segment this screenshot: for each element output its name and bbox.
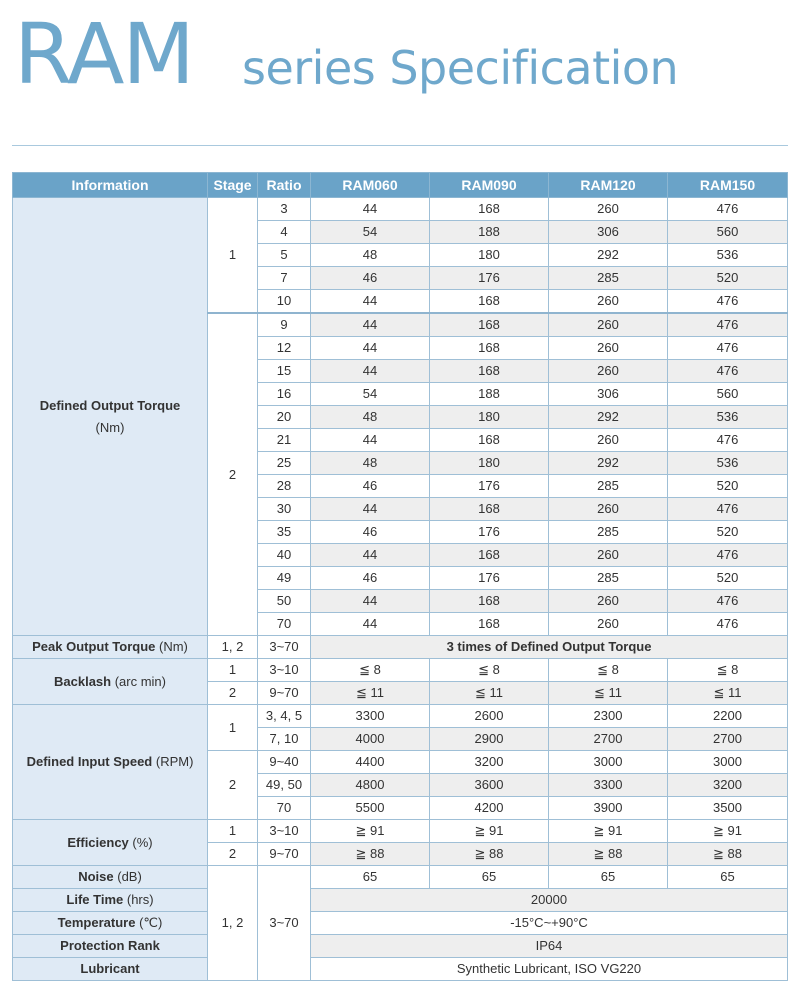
header-ram090: RAM090 [430, 173, 549, 198]
torque-ram090: 176 [430, 267, 549, 290]
temperature-value: -15°C~+90°C [311, 912, 788, 935]
torque-ram150: 536 [668, 452, 788, 475]
torque-ratio: 4 [258, 221, 311, 244]
torque-ram060: 44 [311, 613, 430, 636]
noise-ram150: 65 [668, 866, 788, 889]
speed-ram150: 2200 [668, 705, 788, 728]
speed-ratio: 3, 4, 5 [258, 705, 311, 728]
torque-ram090: 168 [430, 360, 549, 383]
torque-ratio: 21 [258, 429, 311, 452]
torque-ram060: 44 [311, 198, 430, 221]
torque-ram120: 260 [549, 613, 668, 636]
torque-ram120: 260 [549, 590, 668, 613]
speed-ram120: 3300 [549, 774, 668, 797]
torque-ram060: 44 [311, 337, 430, 360]
header-ram120: RAM120 [549, 173, 668, 198]
torque-ram090: 176 [430, 521, 549, 544]
efficiency-ram120: ≧ 91 [549, 820, 668, 843]
header-ram060: RAM060 [311, 173, 430, 198]
noise-ram060: 65 [311, 866, 430, 889]
torque-ratio: 25 [258, 452, 311, 475]
speed-ram120: 3000 [549, 751, 668, 774]
speed-stage-2: 2 [208, 751, 258, 820]
torque-ram120: 260 [549, 337, 668, 360]
torque-ram120: 260 [549, 544, 668, 567]
page-title [14, 0, 794, 130]
speed-ram060: 5500 [311, 797, 430, 820]
efficiency-ram060: ≧ 88 [311, 843, 430, 866]
speed-ram150: 2700 [668, 728, 788, 751]
torque-ram120: 292 [549, 406, 668, 429]
header-ratio: Ratio [258, 173, 311, 198]
torque-section [13, 198, 788, 636]
torque-ram150: 536 [668, 406, 788, 429]
torque-ram090: 180 [430, 244, 549, 267]
protection-rank-label: Protection Rank [13, 935, 208, 958]
torque-ratio: 3 [258, 198, 311, 221]
torque-ram060: 44 [311, 498, 430, 521]
backlash-ram090: ≦ 11 [430, 682, 549, 705]
efficiency-stage: 1 [208, 820, 258, 843]
speed-ram060: 4800 [311, 774, 430, 797]
speed-ratio: 9~40 [258, 751, 311, 774]
torque-ram090: 168 [430, 429, 549, 452]
peak-value: 3 times of Defined Output Torque [311, 636, 788, 659]
table-row [13, 705, 788, 728]
speed-ram120: 2300 [549, 705, 668, 728]
protection-rank-value: IP64 [311, 935, 788, 958]
torque-stage-2: 2 [208, 313, 258, 636]
title-series-name: RAM [14, 5, 193, 103]
title-suffix: series Specification [242, 41, 679, 95]
table-row [13, 820, 788, 843]
torque-ram150: 536 [668, 244, 788, 267]
torque-ram060: 46 [311, 475, 430, 498]
torque-ram120: 260 [549, 429, 668, 452]
torque-ram060: 48 [311, 452, 430, 475]
speed-ram090: 4200 [430, 797, 549, 820]
torque-ram090: 180 [430, 452, 549, 475]
title-divider [12, 145, 788, 146]
table-row [13, 912, 788, 935]
torque-ram150: 476 [668, 198, 788, 221]
backlash-ram090: ≦ 8 [430, 659, 549, 682]
torque-ram150: 476 [668, 429, 788, 452]
speed-ratio: 49, 50 [258, 774, 311, 797]
life-time-value: 20000 [311, 889, 788, 912]
torque-ram090: 168 [430, 290, 549, 314]
torque-ram060: 44 [311, 360, 430, 383]
speed-ratio: 7, 10 [258, 728, 311, 751]
speed-ram090: 3600 [430, 774, 549, 797]
torque-ram150: 520 [668, 521, 788, 544]
torque-ram150: 476 [668, 360, 788, 383]
torque-ram120: 260 [549, 313, 668, 337]
torque-ram150: 476 [668, 590, 788, 613]
torque-ratio: 50 [258, 590, 311, 613]
speed-ram150: 3500 [668, 797, 788, 820]
torque-ratio: 35 [258, 521, 311, 544]
torque-ram120: 285 [549, 521, 668, 544]
torque-ram150: 476 [668, 613, 788, 636]
peak-section [13, 636, 788, 659]
torque-ratio: 20 [258, 406, 311, 429]
speed-stage-1: 1 [208, 705, 258, 751]
backlash-ratio: 3~10 [258, 659, 311, 682]
torque-ram150: 476 [668, 544, 788, 567]
torque-ram060: 54 [311, 221, 430, 244]
speed-ram060: 4000 [311, 728, 430, 751]
torque-ram150: 520 [668, 567, 788, 590]
general-section [13, 866, 788, 981]
efficiency-ram060: ≧ 91 [311, 820, 430, 843]
torque-ram090: 168 [430, 613, 549, 636]
torque-ram060: 46 [311, 521, 430, 544]
torque-ram060: 46 [311, 267, 430, 290]
torque-ratio: 12 [258, 337, 311, 360]
speed-ram150: 3000 [668, 751, 788, 774]
efficiency-ram090: ≧ 88 [430, 843, 549, 866]
header-ram150: RAM150 [668, 173, 788, 198]
peak-torque-label: Peak Output Torque (Nm) [13, 636, 208, 659]
efficiency-section [13, 820, 788, 866]
backlash-stage: 1 [208, 659, 258, 682]
torque-ram150: 476 [668, 498, 788, 521]
torque-ratio: 30 [258, 498, 311, 521]
backlash-ram150: ≦ 8 [668, 659, 788, 682]
torque-ratio: 49 [258, 567, 311, 590]
torque-stage-1: 1 [208, 198, 258, 314]
backlash-ram120: ≦ 11 [549, 682, 668, 705]
header-information: Information [13, 173, 208, 198]
torque-ram120: 306 [549, 383, 668, 406]
efficiency-label: Efficiency (%) [13, 820, 208, 866]
speed-ratio: 70 [258, 797, 311, 820]
torque-ram090: 168 [430, 198, 549, 221]
torque-ram120: 292 [549, 244, 668, 267]
torque-ram120: 260 [549, 498, 668, 521]
torque-ram090: 168 [430, 337, 549, 360]
torque-ram060: 46 [311, 567, 430, 590]
speed-ram090: 2900 [430, 728, 549, 751]
efficiency-ratio: 3~10 [258, 820, 311, 843]
torque-ram060: 48 [311, 244, 430, 267]
torque-ram090: 168 [430, 498, 549, 521]
torque-ram060: 54 [311, 383, 430, 406]
speed-ram150: 3200 [668, 774, 788, 797]
speed-ram120: 3900 [549, 797, 668, 820]
torque-ram150: 476 [668, 337, 788, 360]
torque-ratio: 9 [258, 313, 311, 337]
table-row [13, 866, 788, 889]
efficiency-stage: 2 [208, 843, 258, 866]
efficiency-ram150: ≧ 91 [668, 820, 788, 843]
torque-ram060: 48 [311, 406, 430, 429]
backlash-section [13, 659, 788, 705]
torque-ram090: 188 [430, 221, 549, 244]
torque-ratio: 7 [258, 267, 311, 290]
torque-ram060: 44 [311, 590, 430, 613]
torque-ram120: 260 [549, 290, 668, 314]
backlash-label: Backlash (arc min) [13, 659, 208, 705]
table-row [13, 935, 788, 958]
input-speed-section [13, 705, 788, 820]
torque-ratio: 15 [258, 360, 311, 383]
spec-table [12, 172, 788, 981]
efficiency-ram150: ≧ 88 [668, 843, 788, 866]
torque-ram090: 168 [430, 544, 549, 567]
torque-ratio: 16 [258, 383, 311, 406]
torque-ram120: 285 [549, 267, 668, 290]
torque-ram090: 176 [430, 475, 549, 498]
torque-ram060: 44 [311, 544, 430, 567]
torque-ram120: 285 [549, 567, 668, 590]
speed-ram120: 2700 [549, 728, 668, 751]
general-ratio: 3~70 [258, 866, 311, 981]
speed-ram060: 4400 [311, 751, 430, 774]
lubricant-value: Synthetic Lubricant, ISO VG220 [311, 958, 788, 981]
noise-label: Noise (dB) [13, 866, 208, 889]
backlash-ram060: ≦ 8 [311, 659, 430, 682]
backlash-stage: 2 [208, 682, 258, 705]
speed-ram090: 3200 [430, 751, 549, 774]
peak-ratio: 3~70 [258, 636, 311, 659]
table-row [13, 198, 788, 221]
speed-ram060: 3300 [311, 705, 430, 728]
torque-ram090: 188 [430, 383, 549, 406]
torque-ram150: 476 [668, 313, 788, 337]
backlash-ratio: 9~70 [258, 682, 311, 705]
torque-ram150: 520 [668, 267, 788, 290]
torque-ram090: 168 [430, 590, 549, 613]
backlash-ram120: ≦ 8 [549, 659, 668, 682]
backlash-ram060: ≦ 11 [311, 682, 430, 705]
torque-ram090: 168 [430, 313, 549, 337]
defined-output-torque-label: Defined Output Torque (Nm) [13, 198, 208, 636]
torque-ram150: 560 [668, 383, 788, 406]
torque-ratio: 28 [258, 475, 311, 498]
table-row [13, 636, 788, 659]
header-stage: Stage [208, 173, 258, 198]
speed-ram090: 2600 [430, 705, 549, 728]
efficiency-ratio: 9~70 [258, 843, 311, 866]
torque-ram060: 44 [311, 290, 430, 314]
table-row [13, 958, 788, 981]
torque-ram120: 285 [549, 475, 668, 498]
torque-ram150: 520 [668, 475, 788, 498]
torque-ram120: 260 [549, 198, 668, 221]
torque-ratio: 10 [258, 290, 311, 314]
peak-stage: 1, 2 [208, 636, 258, 659]
noise-ram120: 65 [549, 866, 668, 889]
torque-ram150: 476 [668, 290, 788, 314]
table-row [13, 889, 788, 912]
efficiency-ram090: ≧ 91 [430, 820, 549, 843]
temperature-label: Temperature (℃) [13, 912, 208, 935]
table-header-row [13, 173, 788, 198]
torque-ram090: 176 [430, 567, 549, 590]
torque-ratio: 40 [258, 544, 311, 567]
torque-ram060: 44 [311, 313, 430, 337]
noise-ram090: 65 [430, 866, 549, 889]
torque-ram150: 560 [668, 221, 788, 244]
torque-ram090: 180 [430, 406, 549, 429]
defined-input-speed-label: Defined Input Speed (RPM) [13, 705, 208, 820]
life-time-label: Life Time (hrs) [13, 889, 208, 912]
general-stage: 1, 2 [208, 866, 258, 981]
torque-ram120: 292 [549, 452, 668, 475]
backlash-ram150: ≦ 11 [668, 682, 788, 705]
torque-ram120: 306 [549, 221, 668, 244]
torque-ram120: 260 [549, 360, 668, 383]
lubricant-label: Lubricant [13, 958, 208, 981]
torque-ratio: 70 [258, 613, 311, 636]
torque-ratio: 5 [258, 244, 311, 267]
torque-ram060: 44 [311, 429, 430, 452]
table-row [13, 659, 788, 682]
efficiency-ram120: ≧ 88 [549, 843, 668, 866]
